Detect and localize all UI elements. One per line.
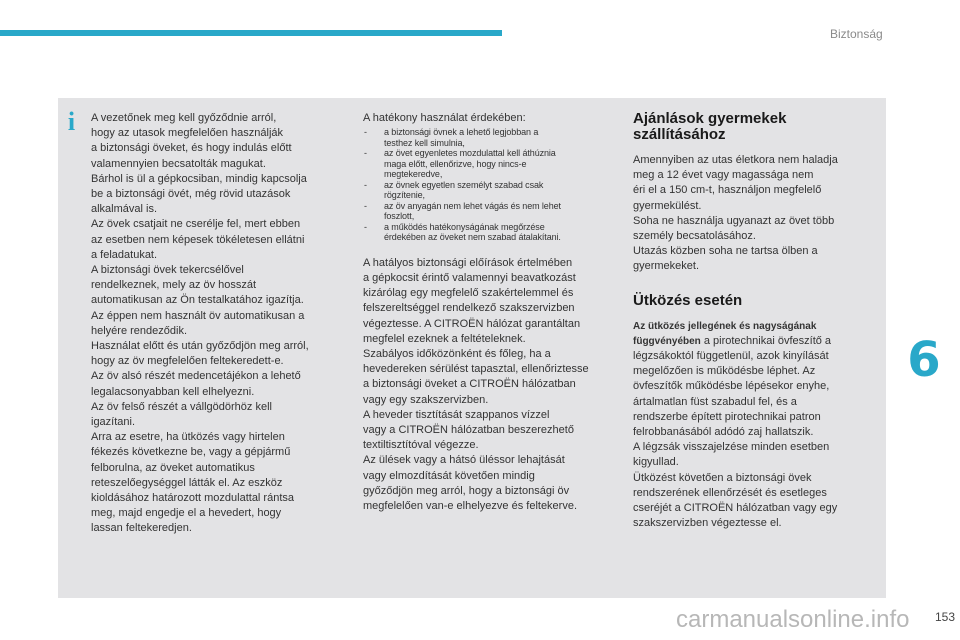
bullet-line: az övnek egyetlen személyt szabad csak — [384, 179, 544, 190]
column-2 — [363, 111, 613, 514]
col3-line: Amennyiben az utas életkora nem haladja — [633, 154, 838, 166]
bullet-dash: - — [364, 200, 367, 211]
col3-line: Utazás közben soha ne tartsa ölben a — [633, 245, 818, 258]
col1-line: A vezetőnek meg kell győződnie arról, — [91, 112, 277, 124]
bullet-item — [363, 148, 613, 180]
col1-line: valamennyien becsatolták magukat. — [91, 157, 266, 170]
col3-line: Soha ne használja ugyanazt az övet több — [633, 214, 835, 227]
col1-line: Az öv alsó részét medencetájékon a lehető — [91, 370, 301, 383]
bullet-line: megtekeredve, — [384, 169, 443, 180]
col1-line: Az öv felső részét a vállgödörhöz kell — [91, 400, 272, 413]
col3-line: légzsákoktól függetlenül, azok kinyílását — [633, 350, 829, 363]
bullet-line: a működés hatékonyságának megőrzése — [384, 221, 545, 232]
col2-line: Szabályos időközönként és főleg, ha a — [363, 347, 551, 360]
col2-lead: A hatékony használat érdekében: — [363, 112, 526, 124]
bold-lead-line: függvényében — [633, 335, 701, 347]
col3-line: kigyullad. — [633, 456, 679, 469]
col1-line: hogy az öv megfelelően feltekeredett-e. — [91, 355, 284, 368]
col3-line: gyermekülést. — [633, 199, 702, 212]
heading-child-transport — [633, 111, 869, 143]
bullet-line: a biztonsági övnek a lehető legjobban a — [384, 127, 539, 138]
heading-line: szállításához — [633, 126, 726, 143]
col1-line: reteszelőegységgel látták el. Az eszköz — [91, 476, 283, 489]
bullet-line: rögzítenie, — [384, 190, 425, 201]
column-3 — [633, 111, 869, 531]
bullet-line: foszlott, — [384, 211, 415, 222]
col3-bold-lead — [633, 319, 869, 334]
bold-lead-line: Az ütközés jellegének és nagyságának — [633, 320, 817, 332]
col3-line: cseréjét a CITROËN hálózatban vagy egy — [633, 502, 838, 515]
chapter-number: 6 — [907, 332, 941, 388]
bullet-line: az övet egyenletes mozdulattal kell áthúznia — [384, 148, 556, 159]
bullet-line: maga előtt, ellenőrizve, hogy nincs-e — [384, 158, 527, 169]
col3-bold-lead-cont — [633, 334, 869, 349]
col1-line: a feladatukat. — [91, 248, 158, 261]
column-1 — [91, 111, 346, 537]
watermark: carmanualsonline.info — [676, 606, 910, 633]
col2-line: hevedereken sérülést tapasztal, ellenőriztesse — [363, 363, 589, 376]
col3-line: A légzsák visszajelzése minden esetben — [633, 441, 830, 454]
col3-line: felrobbanásából adódó zaj hallatszik. — [633, 426, 814, 439]
bullet-list — [363, 127, 613, 243]
top-accent-bar — [0, 30, 502, 36]
col2-line: kizárólag egy megfelelő szakértelemmel és — [363, 287, 574, 300]
col3-line: meg a 12 évet vagy magassága nem — [633, 169, 814, 182]
col2-line: megfelel ezeknek a feltételeknek. — [363, 332, 526, 345]
col1-line: hogy az utasok megfelelően használják — [91, 127, 284, 140]
col1-line: Bárhol is ül a gépkocsiban, mindig kapcsolja — [91, 172, 307, 185]
col1-line: automatikusan az Ön testalkatához igazítja. — [91, 294, 304, 307]
col2-line: felszereltséggel rendelkező szakszervizben — [363, 302, 575, 315]
info-icon-glyph: i — [67, 107, 76, 136]
col1-line: Az éppen nem használt öv automatikusan a — [91, 309, 305, 322]
bullet-item — [363, 127, 613, 148]
col1-line: alkalmával is. — [91, 203, 158, 216]
col2-line: a gépkocsit érintő valamennyi beavatkozást — [363, 271, 576, 284]
col1-line: rendelkeznek, mely az öv hosszát — [91, 279, 257, 292]
bullet-dash: - — [364, 127, 367, 138]
bullet-dash: - — [364, 179, 367, 190]
col1-line: Arra az esetre, ha ütközés vagy hirtelen — [91, 431, 285, 444]
heading-collision: Ütközés esetén — [633, 291, 743, 309]
col1-line: felborulna, az öveket automatikus — [91, 461, 255, 474]
col1-line: Használat előtt és után győződjön meg arról, — [91, 340, 309, 353]
col1-line: az esetben nem képesek tökéletesen ellátni — [91, 233, 305, 246]
col3-line: szakszervizben végeztesse el. — [633, 517, 782, 530]
bullet-dash: - — [364, 148, 367, 159]
col1-line: a biztonsági öveket, és hogy indulás előtt — [91, 142, 292, 155]
col1-line: meg, majd engedje el a hevedert, hogy — [91, 507, 282, 520]
col2-line: A heveder tisztítását szappanos vízzel — [363, 408, 550, 421]
col3-line: személy becsatolásához. — [633, 230, 756, 243]
col1-line: legalacsonyabban kell elhelyezni. — [91, 385, 255, 398]
col1-line: kioldásához határozott mozdulattal rántsa — [91, 492, 295, 505]
bullet-dash: - — [364, 221, 367, 232]
col3-line: éri el a 150 cm-t, használjon megfelelő — [633, 184, 822, 197]
lead-rest: a pirotechnikai övfeszítő a — [700, 334, 832, 347]
bullet-item — [363, 201, 613, 222]
col1-line: fékezés következne be, vagy a gépjármű — [91, 446, 291, 459]
col3-line: övfeszítők működésbe lépésekor enyhe, — [633, 380, 830, 393]
col1-line: Az övek csatjait ne cserélje fel, mert ebben — [91, 218, 301, 231]
spacer — [363, 243, 613, 256]
col2-line: győződjön meg arról, hogy a biztonsági öv — [363, 484, 570, 497]
heading-line: Ajánlások gyermekek — [633, 110, 787, 127]
spacer — [633, 143, 869, 153]
info-icon — [63, 107, 80, 136]
col2-line: a biztonsági öveket a CITROËN hálózatban — [363, 378, 576, 391]
col3-line: gyermekeket. — [633, 260, 700, 273]
col1-line: be a biztonsági övét, még rövid utazások — [91, 188, 291, 201]
col2-line: vagy egy szakszervizben. — [363, 393, 489, 406]
bullet-item — [363, 222, 613, 243]
section-title: Biztonság — [830, 27, 883, 41]
col2-line: vagy elmozdítását követően mindig — [363, 469, 535, 482]
col1-line: A biztonsági övek tekercsélővel — [91, 264, 244, 277]
spacer — [633, 309, 869, 319]
col2-line: textiltisztítóval végezze. — [363, 439, 479, 452]
bullet-line: érdekében az öveket nem szabad átalakítani. — [384, 232, 561, 243]
col2-line: megfelelően van-e elhelyezve és feltekerve. — [363, 499, 578, 512]
col1-line: helyére rendeződik. — [91, 324, 188, 337]
col3-line: rendszerének ellenőrzését és esetleges — [633, 486, 827, 499]
bullet-line: az öv anyagán nem lehet vágás és nem lehet — [384, 200, 561, 211]
col2-line: vagy a CITROËN hálózatban beszerezhető — [363, 423, 574, 436]
col3-line: ártalmatlan füst szabadul fel, és a — [633, 395, 797, 408]
col2-line: Az ülések vagy a hátsó üléssor lehajtását — [363, 454, 565, 467]
col3-line: Ütközést követően a biztonsági övek — [633, 471, 812, 484]
col1-line: lassan feltekeredjen. — [91, 522, 192, 535]
page-number: 153 — [934, 610, 955, 624]
spacer — [633, 275, 869, 293]
col1-line: igazítani. — [91, 416, 136, 429]
bullet-item — [363, 180, 613, 201]
col3-line: rendszerbe épített pirotechnikai patron — [633, 410, 821, 423]
col2-line: végeztesse. A CITROËN hálózat garantáltan — [363, 317, 581, 330]
bullet-line: testhez kell simulnia, — [384, 137, 465, 148]
col3-line: megelőzően is működésbe léphet. Az — [633, 365, 816, 378]
col2-line: A hatályos biztonsági előírások értelmében — [363, 256, 573, 269]
